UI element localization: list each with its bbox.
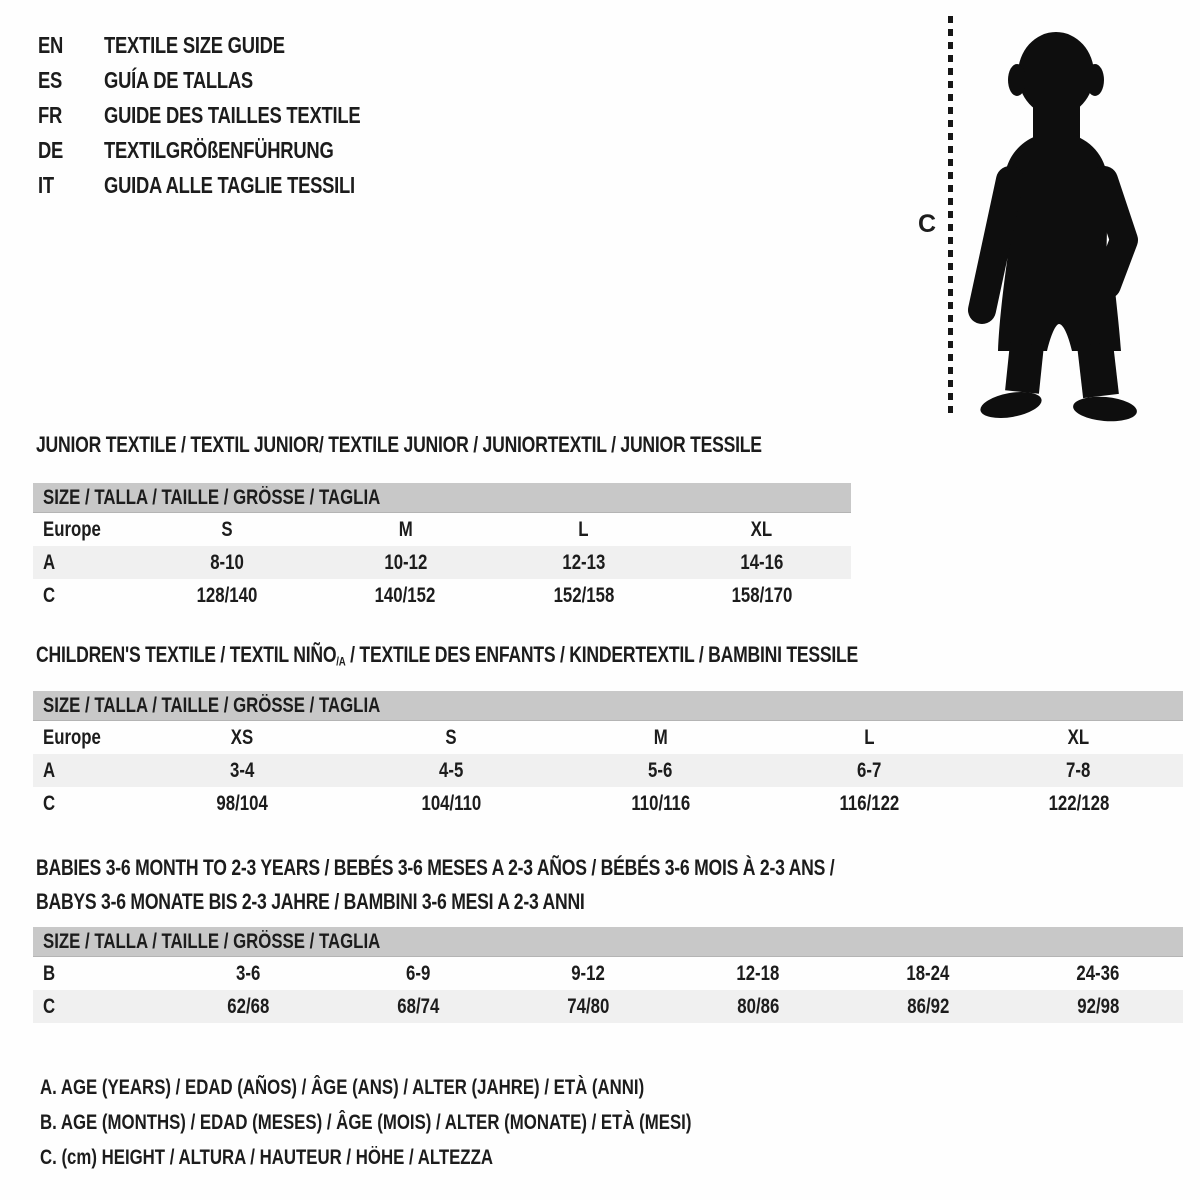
table-row-europe: Europe XS S M L XL [43,725,1090,749]
nino-a-subscript: /A [336,654,346,669]
height-measure-label: C [917,210,937,238]
children-section-title: CHILDREN'S TEXTILE / TEXTIL $NIÑO_{/A}$ / TEXTILE DES ENFANTS / KINDERTEXTIL / BAMBINI TESSILE [36,642,859,669]
guide-title-en: TEXTILE SIZE GUIDE [104,32,285,58]
babies-section-title: BABIES 3-6 MONTH TO 2-3 YEARS / BEBÉS 3-6 MESES A 2-3 AÑOS / BÉBÉS 3-6 MOIS À 2-3 ANS / BABYS 3-6 MONATE BIS 2-3 JAHRE / BAMBINI 3-6 MESI A 2-3 ANNI [36,855,835,914]
language-title-list [38,28,425,203]
children-size-table [33,691,1183,820]
guide-title-es: GUÍA DE TALLAS [104,67,253,93]
table-row-height: C 98/104 104/110 110/116 116/122 122/128 [43,791,1109,815]
lang-row-it [38,168,425,203]
babies-size-table [33,927,1183,1023]
lang-code: DE [38,137,64,163]
table-row-age-months: B 3-6 6-9 9-12 12-18 18-24 24-36 [43,961,1120,985]
table-row-height: C 62/68 68/74 74/80 80/86 86/92 92/98 [33,990,1183,1023]
toddler-silhouette-icon [958,28,1153,426]
size-header-bar: SIZE / TALLA / TAILLE / GRÖSSE / TAGLIA [33,691,1183,721]
lang-code: EN [38,32,64,58]
table-row-height: C 128/140 140/152 152/158 158/170 [43,583,793,607]
size-header-bar: SIZE / TALLA / TAILLE / GRÖSSE / TAGLIA [33,927,1183,957]
table-row-age: A 3-4 4-5 5-6 6-7 7-8 [33,754,1183,787]
size-header-bar: SIZE / TALLA / TAILLE / GRÖSSE / TAGLIA [33,483,851,513]
legend-line-a: A. AGE (YEARS) / EDAD (AÑOS) / ÂGE (ANS) / ALTER (JAHRE) / ETÀ (ANNI) [40,1076,645,1099]
lang-row-fr [38,98,425,133]
junior-section-title: JUNIOR TEXTILE / TEXTIL JUNIOR/ TEXTILE JUNIOR / JUNIORTEXTIL / JUNIOR TESSILE [36,432,762,457]
table-row-age: A 8-10 10-12 12-13 14-16 [33,546,851,579]
guide-title-fr: GUIDE DES TAILLES TEXTILE [104,102,361,128]
legend [40,1070,854,1175]
lang-code: ES [38,67,63,93]
lang-row-de [38,133,425,168]
guide-title-it: GUIDA ALLE TAGLIE TESSILI [104,172,355,198]
lang-row-es [38,63,425,98]
lang-row-en [38,28,425,63]
lang-code: IT [38,172,54,198]
junior-size-table [33,483,851,612]
height-measure-dashed-line [948,16,953,416]
legend-line-c: C. (cm) HEIGHT / ALTURA / HAUTEUR / HÖHE / ALTEZZA [40,1146,493,1169]
guide-title-de: TEXTILGRÖßENFÜHRUNG [104,137,334,163]
table-row-europe: Europe S M L XL [43,517,773,541]
legend-line-b: B. AGE (MONTHS) / EDAD (MESES) / ÂGE (MOIS) / ALTER (MONATE) / ETÀ (MESI) [40,1111,692,1134]
lang-code: FR [38,102,63,128]
